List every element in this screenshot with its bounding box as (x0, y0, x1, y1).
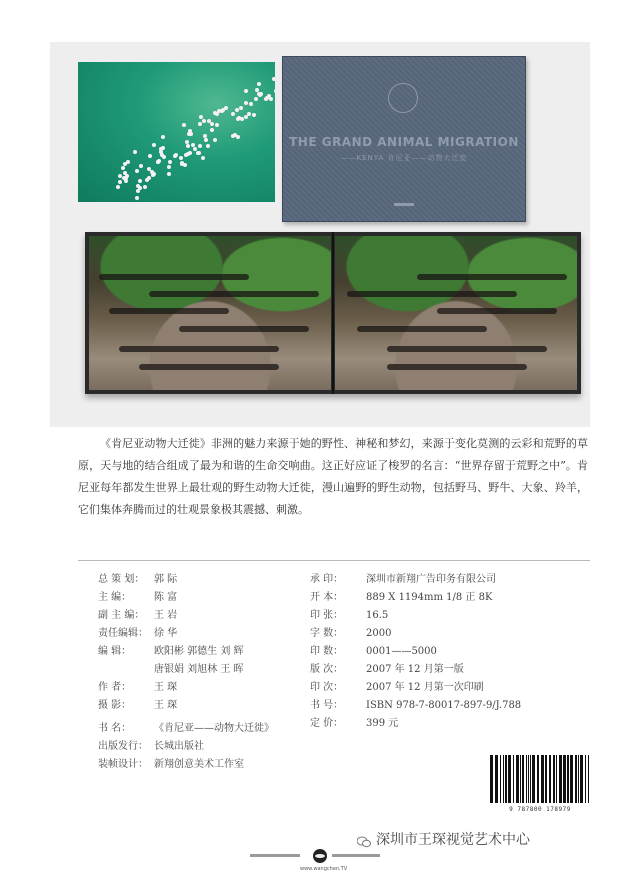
book-description: 《肯尼亚动物大迁徙》非洲的魅力来源于她的野性、神秘和梦幻，来源于变化莫测的云彩和荒野的草原，天与地的结合组成了最为和谐的生命交响曲。这正好应证了梭罗的名言：“世界存留于荒野之中”。肯尼亚每年都发生世界上最壮观的野生动物大迁徙，漫山遍野的野生动物，包括野马、野牛、大象、羚羊，它们集体奔腾而过的壮观景象极其震撼、刺激。 (78, 437, 588, 516)
credit-row (98, 571, 177, 589)
flamingo-mark (197, 151, 201, 155)
flamingo-mark (173, 154, 177, 158)
wildebeest-herd (139, 364, 279, 370)
credit-value: 王 琛 (154, 682, 178, 693)
flamingo-mark (210, 128, 214, 132)
barcode-bar (559, 755, 562, 803)
footer-url: www.wangchen.TV (300, 866, 348, 872)
flamingo-mark (145, 178, 149, 182)
spread-right-page (335, 236, 577, 390)
flamingo-mark (121, 166, 125, 170)
credit-label: 印 数： (310, 646, 344, 657)
barcode-bar (513, 755, 514, 803)
flamingo-mark (210, 122, 214, 126)
credit-value: 16.5 (366, 610, 389, 621)
wildebeest-herd (437, 308, 557, 314)
flamingo-mark (126, 160, 130, 164)
flamingo-mark (133, 150, 137, 154)
credit-value: 陈 富 (154, 592, 178, 603)
wildebeest-herd (119, 346, 279, 352)
credit-label: 承 印： (310, 574, 344, 585)
credit-value: 2007 年 12 月第一版 (366, 664, 464, 675)
credit-value: 欧阳彬 郭德生 刘 辉 (154, 646, 244, 657)
book-photo (50, 42, 590, 427)
credit-label: 印 张： (310, 610, 344, 621)
wildebeest-herd (99, 274, 249, 280)
barcode-bars (486, 755, 594, 805)
flamingo-mark (185, 140, 189, 144)
lion-emblem-icon (388, 83, 418, 113)
credit-label: 书 号： (310, 700, 344, 711)
flamingo-mark (244, 89, 248, 93)
barcode-bar (556, 755, 557, 803)
flamingo-mark (152, 143, 156, 147)
credit-row (310, 661, 464, 679)
credit-value: 王 琛 (154, 700, 178, 711)
barcode-bar (553, 755, 555, 803)
credit-label: 字 数： (310, 628, 344, 639)
flamingo-mark (257, 82, 261, 86)
credit-row (98, 589, 177, 607)
flamingo-mark (217, 109, 221, 113)
credit-value: 长城出版社 (154, 741, 204, 752)
credit-label: 作 者： (98, 682, 132, 693)
flamingo-mark (186, 144, 190, 148)
flamingo-mark (274, 89, 275, 93)
flamingo-mark (204, 138, 208, 142)
credit-label: 版 次： (310, 664, 344, 675)
credit-row (310, 715, 398, 733)
credit-row (98, 720, 274, 738)
flamingo-mark (215, 123, 219, 127)
flamingo-mark (254, 97, 258, 101)
flamingo-mark (179, 156, 183, 160)
barcode-bar (490, 755, 493, 803)
flamingo-mark (239, 106, 243, 110)
barcode-bar (526, 755, 527, 803)
credit-row (310, 589, 492, 607)
book-cover (282, 56, 526, 222)
credit-row (310, 571, 496, 589)
flamingo-mark (269, 97, 273, 101)
credit-row (310, 625, 391, 643)
barcode-bar (520, 755, 521, 803)
barcode-bar (516, 755, 519, 803)
flamingo-mark (167, 172, 171, 176)
flamingo-mark (235, 108, 239, 112)
credit-row (98, 679, 177, 697)
credit-row (310, 697, 521, 715)
credit-row (98, 643, 244, 661)
flamingo-mark (272, 77, 275, 81)
flamingo-mark (224, 106, 228, 110)
credit-row (98, 625, 177, 643)
flamingo-mark (143, 185, 147, 189)
wildebeest-herd (347, 291, 517, 297)
credit-row (310, 679, 484, 697)
barcode-bar (588, 755, 589, 803)
credit-label: 开 本： (310, 592, 344, 603)
barcode-bar (545, 755, 547, 803)
wildebeest-herd (357, 326, 487, 332)
flamingo-mark (202, 119, 206, 123)
flamingo-mark (247, 112, 251, 116)
flamingo-mark (183, 163, 187, 167)
credit-value: 郭 际 (154, 574, 178, 585)
flamingo-mark (161, 135, 165, 139)
barcode-bar (578, 755, 579, 803)
flamingo-mark (156, 160, 160, 164)
credit-row (98, 697, 177, 715)
credit-row (310, 607, 388, 625)
flamingo-mark (182, 123, 186, 127)
barcode-bar (570, 755, 573, 803)
credit-value: 深圳市新翔广告印务有限公司 (366, 574, 496, 585)
barcode-bar (567, 755, 569, 803)
flamingo-mark (116, 185, 120, 189)
credit-label: 摄 影： (98, 700, 132, 711)
flamingo-mark (135, 196, 139, 200)
credit-row (98, 738, 204, 756)
flamingo-mark (148, 154, 152, 158)
flamingo-mark (162, 155, 166, 159)
credit-label: 总 策 划： (98, 574, 145, 585)
credit-value: ISBN 978-7-80017-897-9/J.788 (366, 700, 522, 711)
credit-value: 徐 华 (154, 628, 178, 639)
barcode-bar (532, 755, 535, 803)
credit-value: 399 元 (366, 718, 399, 729)
flamingo-mark (257, 92, 261, 96)
wildebeest-herd (387, 364, 527, 370)
spread-gutter (332, 232, 334, 394)
barcode-bar (563, 755, 566, 803)
barcode-bar (530, 755, 531, 803)
credit-label: 出版发行： (98, 741, 148, 752)
credit-label: 主 编： (98, 592, 132, 603)
credit-label: 装帧设计： (98, 759, 148, 770)
flamingo-mark (236, 135, 240, 139)
spread-left-page (89, 236, 331, 390)
credit-row (98, 607, 177, 625)
flamingo-mark (198, 122, 202, 126)
credit-label: 书 名： (98, 723, 132, 734)
barcode-bar (500, 755, 501, 803)
barcode-bar (580, 755, 583, 803)
flamingo-mark (167, 165, 171, 169)
credit-value: 王 岩 (154, 610, 178, 621)
credit-value: 唐银娟 刘旭林 王 晖 (154, 664, 244, 675)
barcode-bar (505, 755, 507, 803)
credit-value: 889 X 1194mm 1/8 正 8K (366, 592, 493, 603)
credit-row (98, 756, 244, 774)
barcode-bar (575, 755, 577, 803)
wechat-icon (357, 833, 371, 845)
flamingo-mark (193, 147, 197, 151)
flamingo-mark (231, 112, 235, 116)
flamingo-mark (252, 113, 256, 117)
flamingo-mark (152, 172, 156, 176)
wildebeest-herd (109, 308, 229, 314)
barcode-bar (549, 755, 551, 803)
barcode-bar (522, 755, 524, 803)
credit-value: 《肯尼亚——动物大迁徙》 (154, 723, 274, 734)
credit-label: 编 辑： (98, 646, 132, 657)
flamingo-mark (139, 164, 143, 168)
flamingo-mark (123, 171, 127, 175)
barcode-bar (503, 755, 504, 803)
cover-logo (394, 203, 414, 206)
credit-row (98, 661, 244, 679)
wildebeest-herd (417, 274, 567, 280)
book-spread (85, 232, 581, 394)
credit-label: 副 主 编： (98, 610, 145, 621)
flamingo-mark (138, 186, 142, 190)
divider (78, 560, 590, 561)
barcode-number: 9 787800 178979 (509, 806, 571, 813)
flamingo-photo (78, 62, 275, 202)
barcode-bar (508, 755, 511, 803)
barcode-bar (528, 755, 529, 803)
credit-row (310, 643, 437, 661)
credit-value: 2007 年 12 月第一次印刷 (366, 682, 484, 693)
flamingo-mark (244, 101, 248, 105)
wildebeest-herd (387, 346, 547, 352)
cover-subtitle: ——KENYA 肯尼亚——动物大迁徙 (340, 154, 468, 162)
credit-label: 印 次： (310, 682, 344, 693)
publisher-logos (250, 848, 390, 864)
flamingo-mark (168, 160, 172, 164)
credit-label: 责任编辑： (98, 628, 148, 639)
wildebeest-herd (149, 291, 319, 297)
credit-value: 2000 (366, 628, 392, 639)
cover-title: THE GRAND ANIMAL MIGRATION (289, 135, 519, 149)
flamingo-mark (135, 169, 139, 173)
credit-value: 新翔创意美术工作室 (154, 759, 244, 770)
flamingo-mark (249, 102, 253, 106)
watermark: 深圳市王琛视觉艺术中心 (376, 832, 530, 848)
wildebeest-herd (179, 326, 309, 332)
barcode-bar (585, 755, 586, 803)
flamingo-mark (206, 144, 210, 148)
credit-value: 0001——5000 (366, 646, 437, 657)
credit-label: 定 价： (310, 718, 344, 729)
barcode-bar (495, 755, 498, 803)
barcode-bar (537, 755, 539, 803)
flamingo-mark (184, 153, 188, 157)
flamingo-mark (138, 179, 142, 183)
barcode-bar (541, 755, 544, 803)
flamingo-mark (118, 180, 122, 184)
flamingo-mark (201, 156, 205, 160)
flamingo-mark (213, 138, 217, 142)
flamingo-mark (198, 144, 202, 148)
